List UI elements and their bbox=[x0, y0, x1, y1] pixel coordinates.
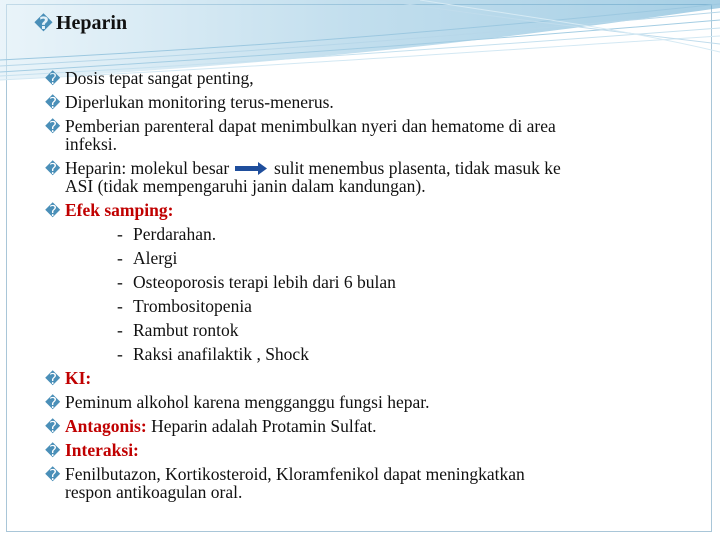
bullet-icon: � bbox=[34, 14, 53, 34]
item-continuation: respon antikoagulan oral. bbox=[65, 482, 243, 502]
bullet-item bbox=[45, 366, 695, 390]
bullet-item bbox=[45, 156, 695, 180]
bullet-icon: � bbox=[45, 370, 61, 388]
antagonis-text: Heparin adalah Protamin Sulfat. bbox=[146, 416, 377, 436]
arrow-right-icon bbox=[234, 161, 268, 175]
bullet-item bbox=[45, 438, 695, 462]
bullet-item bbox=[45, 90, 695, 114]
bullet-icon: � bbox=[45, 418, 61, 436]
bullet-item bbox=[45, 390, 695, 414]
bullet-icon: � bbox=[45, 394, 61, 412]
interaksi-text: Fenilbutazon, Kortikosteroid, Kloramfenikol dapat meningkatkan bbox=[65, 464, 525, 484]
bullet-icon: � bbox=[45, 70, 61, 88]
ki-label: KI: bbox=[65, 368, 92, 388]
item-continuation: ASI (tidak mempengaruhi janin dalam kandungan). bbox=[65, 176, 426, 196]
bullet-item bbox=[45, 114, 695, 138]
side-effect-item: - Osteoporosis terapi lebih dari 6 bulan bbox=[117, 272, 396, 292]
slide-content bbox=[45, 66, 695, 504]
bullet-icon: � bbox=[45, 118, 61, 136]
side-effect-item: - Trombositopenia bbox=[117, 296, 252, 316]
antagonis-label: Antagonis: bbox=[65, 416, 147, 436]
side-effect-text: Trombositopenia bbox=[133, 296, 252, 316]
bullet-icon: � bbox=[45, 202, 61, 220]
bullet-item bbox=[45, 414, 695, 438]
bullet-item bbox=[45, 198, 695, 222]
slide-title bbox=[34, 12, 127, 35]
bullet-item bbox=[45, 66, 695, 90]
side-effect-item: - Alergi bbox=[117, 248, 178, 268]
ki-text: Peminum alkohol karena mengganggu fungsi hepar. bbox=[65, 392, 430, 412]
bullet-icon: � bbox=[45, 160, 61, 178]
item-text: Heparin: molekul besar bbox=[65, 158, 230, 178]
item-continuation: infeksi. bbox=[65, 134, 118, 154]
side-effect-text: Raksi anafilaktik , Shock bbox=[133, 344, 309, 364]
item-text: Dosis tepat sangat penting, bbox=[65, 68, 254, 88]
side-effect-text: Rambut rontok bbox=[133, 320, 239, 340]
bullet-icon: � bbox=[45, 466, 61, 484]
bullet-icon: � bbox=[45, 94, 61, 112]
side-effect-item: - Perdarahan. bbox=[117, 224, 217, 244]
side-effect-item: - Raksi anafilaktik , Shock bbox=[117, 344, 309, 364]
bullet-icon: � bbox=[45, 442, 61, 460]
item-text: Pemberian parenteral dapat menimbulkan nyeri dan hematome di area bbox=[65, 116, 556, 136]
side-effect-text: Alergi bbox=[133, 248, 178, 268]
title-text: Heparin bbox=[56, 12, 128, 34]
side-effect-text: Perdarahan. bbox=[133, 224, 217, 244]
item-text: sulit menembus plasenta, tidak masuk ke bbox=[274, 158, 561, 178]
side-effects-label: Efek samping: bbox=[65, 200, 174, 220]
item-text: Diperlukan monitoring terus-menerus. bbox=[65, 92, 334, 112]
side-effect-text: Osteoporosis terapi lebih dari 6 bulan bbox=[133, 272, 396, 292]
side-effect-item: - Rambut rontok bbox=[117, 320, 239, 340]
bullet-item bbox=[45, 462, 695, 486]
interaksi-label: Interaksi: bbox=[65, 440, 139, 460]
